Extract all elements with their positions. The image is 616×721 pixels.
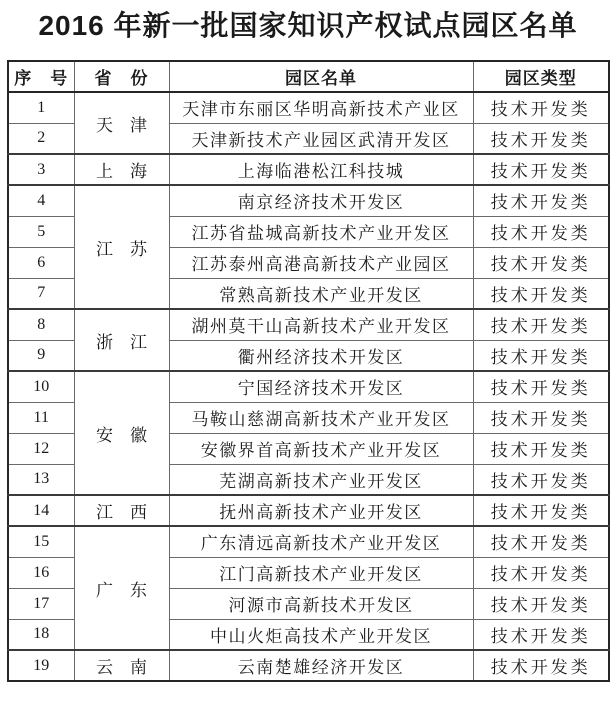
- row-number-cell: 10: [8, 371, 74, 402]
- province-cell: 上 海: [74, 154, 169, 185]
- park-name-cell: 安徽界首高新技术产业开发区: [169, 433, 473, 464]
- park-type-cell: 技术开发类: [473, 216, 609, 247]
- row-number-cell: 9: [8, 340, 74, 371]
- row-number-cell: 11: [8, 402, 74, 433]
- park-type-cell: 技术开发类: [473, 185, 609, 216]
- province-cell: 天 津: [74, 92, 169, 154]
- park-name-cell: 中山火炬高技术产业开发区: [169, 619, 473, 650]
- table-body: [8, 92, 609, 681]
- row-number-cell: 7: [8, 278, 74, 309]
- park-name-cell: 河源市高新技术开发区: [169, 588, 473, 619]
- park-name-cell: 湖州莫干山高新技术产业开发区: [169, 309, 473, 340]
- park-type-cell: 技术开发类: [473, 247, 609, 278]
- province-cell: 云 南: [74, 650, 169, 681]
- park-type-cell: 技术开发类: [473, 278, 609, 309]
- row-number-cell: 1: [8, 92, 74, 123]
- park-type-cell: 技术开发类: [473, 340, 609, 371]
- table-row: [8, 650, 609, 681]
- park-name-cell: 云南楚雄经济开发区: [169, 650, 473, 681]
- park-type-cell: 技术开发类: [473, 588, 609, 619]
- park-name-cell: 抚州高新技术产业开发区: [169, 495, 473, 526]
- park-type-cell: 技术开发类: [473, 526, 609, 557]
- park-name-cell: 天津市东丽区华明高新技术产业区: [169, 92, 473, 123]
- park-name-cell: 江苏省盐城高新技术产业开发区: [169, 216, 473, 247]
- page-title: 2016 年新一批国家知识产权试点园区名单: [38, 10, 578, 41]
- park-type-cell: 技术开发类: [473, 495, 609, 526]
- row-number-cell: 17: [8, 588, 74, 619]
- parks-table: [7, 60, 610, 682]
- park-type-cell: 技术开发类: [473, 371, 609, 402]
- row-number-cell: 14: [8, 495, 74, 526]
- park-type-cell: 技术开发类: [473, 650, 609, 681]
- park-type-cell: 技术开发类: [473, 92, 609, 123]
- row-number-cell: 18: [8, 619, 74, 650]
- col-header-park-type: 园区类型: [473, 61, 609, 92]
- park-type-cell: 技术开发类: [473, 402, 609, 433]
- park-name-cell: 江苏泰州高港高新技术产业园区: [169, 247, 473, 278]
- table-row: [8, 92, 609, 123]
- park-type-cell: 技术开发类: [473, 154, 609, 185]
- row-number-cell: 3: [8, 154, 74, 185]
- park-type-cell: 技术开发类: [473, 557, 609, 588]
- park-name-cell: 广东清远高新技术产业开发区: [169, 526, 473, 557]
- table-row: [8, 309, 609, 340]
- province-cell: 江 西: [74, 495, 169, 526]
- header-row: [8, 61, 609, 92]
- row-number-cell: 19: [8, 650, 74, 681]
- table-row: [8, 371, 609, 402]
- row-number-cell: 8: [8, 309, 74, 340]
- row-number-cell: 5: [8, 216, 74, 247]
- col-header-province: 省 份: [74, 61, 169, 92]
- row-number-cell: 12: [8, 433, 74, 464]
- table-header: [8, 61, 609, 92]
- province-cell: 安 徽: [74, 371, 169, 495]
- table-row: [8, 495, 609, 526]
- row-number-cell: 2: [8, 123, 74, 154]
- row-number-cell: 4: [8, 185, 74, 216]
- col-header-serial: 序 号: [8, 61, 74, 92]
- park-type-cell: 技术开发类: [473, 619, 609, 650]
- park-type-cell: 技术开发类: [473, 433, 609, 464]
- table-row: [8, 185, 609, 216]
- park-name-cell: 南京经济技术开发区: [169, 185, 473, 216]
- province-cell: 浙 江: [74, 309, 169, 371]
- park-name-cell: 芜湖高新技术产业开发区: [169, 464, 473, 495]
- park-name-cell: 江门高新技术产业开发区: [169, 557, 473, 588]
- park-name-cell: 天津新技术产业园区武清开发区: [169, 123, 473, 154]
- province-cell: 广 东: [74, 526, 169, 650]
- province-cell: 江 苏: [74, 185, 169, 309]
- park-name-cell: 马鞍山慈湖高新技术产业开发区: [169, 402, 473, 433]
- row-number-cell: 16: [8, 557, 74, 588]
- row-number-cell: 15: [8, 526, 74, 557]
- park-type-cell: 技术开发类: [473, 123, 609, 154]
- park-type-cell: 技术开发类: [473, 309, 609, 340]
- row-number-cell: 6: [8, 247, 74, 278]
- park-name-cell: 宁国经济技术开发区: [169, 371, 473, 402]
- row-number-cell: 13: [8, 464, 74, 495]
- park-name-cell: 常熟高新技术产业开发区: [169, 278, 473, 309]
- col-header-park-name: 园区名单: [169, 61, 473, 92]
- table-row: [8, 526, 609, 557]
- park-type-cell: 技术开发类: [473, 464, 609, 495]
- park-name-cell: 上海临港松江科技城: [169, 154, 473, 185]
- table-row: [8, 154, 609, 185]
- park-name-cell: 衢州经济技术开发区: [169, 340, 473, 371]
